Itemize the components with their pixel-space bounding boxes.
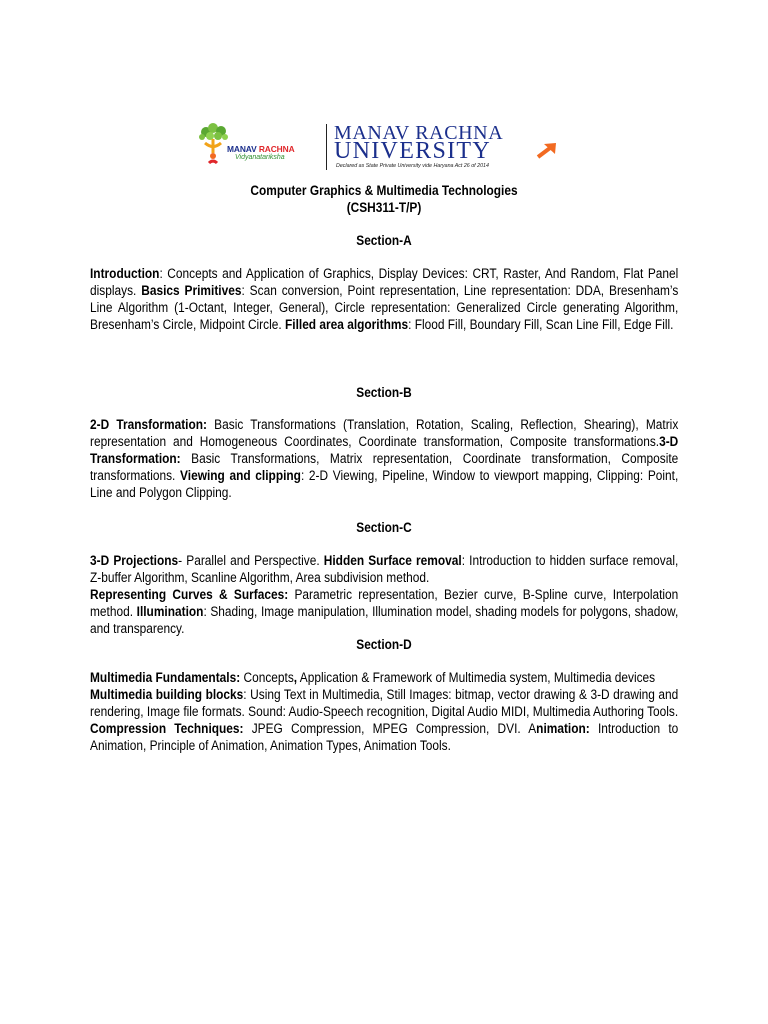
university-name: MANAV RACHNA: [334, 122, 504, 144]
section-a-heading: Section-A: [356, 233, 412, 248]
logo-header: [196, 121, 568, 173]
course-title: Computer Graphics & Multimedia Technologies: [250, 183, 518, 198]
small-logo-tagline: Vidyanatariksha: [235, 154, 285, 161]
arrow-icon: [536, 141, 560, 159]
section-a-body: Introduction: Concepts and Application of Graphics, Display Devices: CRT, Raster, And Random, Flat Panel displays. Basics Primitives: Scan conversion, Point representation, Line representation: DDA, Bresenham’s Line Algorithm (1-Octant, Integer, General), Circle representation: Generalized Circle generating Algorithm, Bresenham’s Circle, Midpoint Circle. Filled area algorithms: Flood Fill, Boundary Fill, Scan Line Fill, Edge Fill.: [90, 266, 679, 332]
section-b-heading: Section-B: [356, 385, 412, 400]
section-d-heading: Section-D: [356, 637, 412, 652]
section-c-heading: Section-C: [356, 520, 412, 535]
manav-rachna-logo: [196, 123, 322, 169]
section-b-body: 2-D Transformation: Basic Transformations (Translation, Rotation, Scaling, Reflection, Shearing), Matrix representation and Homogeneous Coordinates, Coordinate transformation, Composite transformations.3-D Transformation: Basic Transformations, Matrix representation, Coordinate transformation, Composite transformations. Viewing and clipping: 2-D Viewing, Pipeline, Window to viewport mapping, Clipping: Point, Line and Polygon Clipping.: [90, 417, 679, 500]
university-tagline: Declared as State Private University vide Haryana Act 26 of 2014: [336, 163, 489, 169]
small-logo-brand: MANAV RACHNA: [227, 144, 295, 154]
logo-divider: [326, 124, 327, 170]
course-code: (CSH311-T/P): [346, 200, 422, 215]
section-d-body: Multimedia Fundamentals: Concepts, Application & Framework of Multimedia system, Multimedia devices Multimedia building blocks: Using Text in Multimedia, Still Images: bitmap, vector drawing & 3-D drawing and rendering, Image file formats. Sound: Audio-Speech recognition, Digital Audio MIDI, Multimedia Authoring Tools. Compression Techniques: JPEG Compression, MPEG Compression, DVI. Animation: Introduction to Animation, Principle of Animation, Animation Types, Animation Tools.: [90, 670, 679, 753]
section-c-body: 3-D Projections- Parallel and Perspective. Hidden Surface removal: Introduction to hidden surface removal, Z-buffer Algorithm, Scanline Algorithm, Area subdivision method. Representing Curves & Surfaces: Parametric representation, Bezier curve, B-Spline curve, Interpolation method. Illumination: Shading, Image manipulation, Illumination model, shading models for polygons, shadow, and transparency.: [90, 553, 679, 636]
university-word: UNIVERSITY: [334, 138, 491, 164]
